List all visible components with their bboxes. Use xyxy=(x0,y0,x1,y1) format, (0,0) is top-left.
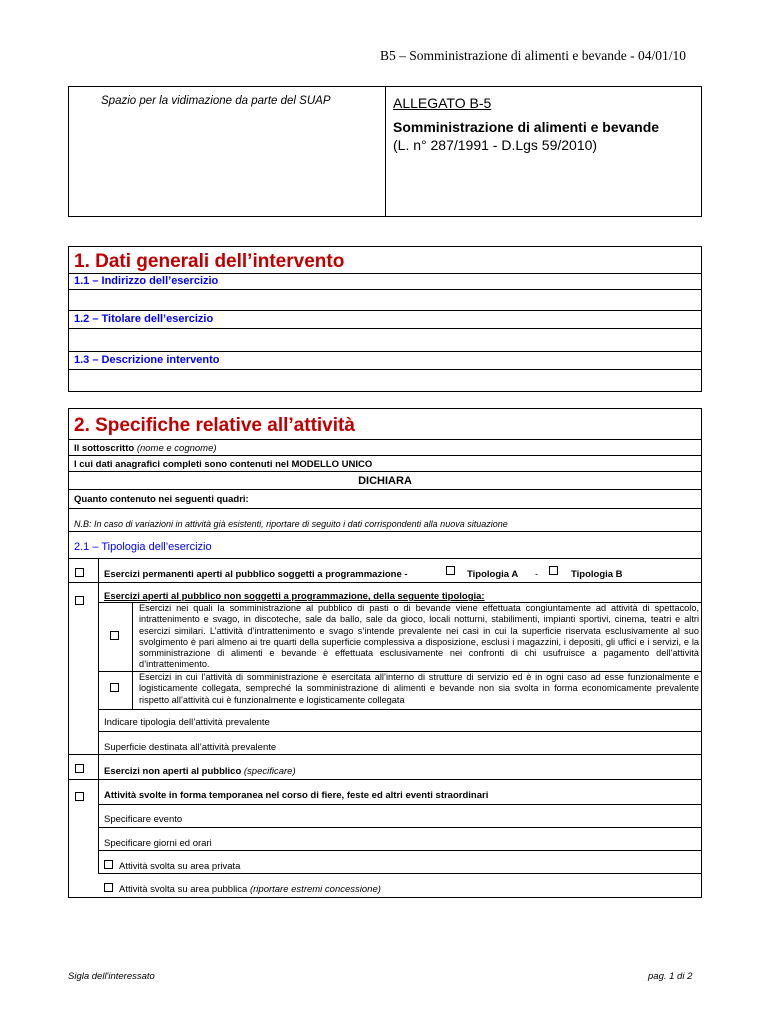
tipologia-separator: - xyxy=(535,569,539,580)
giorni-orari-field[interactable] xyxy=(219,828,701,849)
titolare-label: 1.2 – Titolare dell’esercizio xyxy=(74,313,214,325)
indirizzo-label: 1.1 – Indirizzo dell’esercizio xyxy=(74,275,219,287)
opt4-checkbox[interactable] xyxy=(75,792,84,801)
opt4-label: Attività svolte in forma temporanea nel corso di fiere, feste ed altri eventi straordinari xyxy=(104,790,489,801)
opt2b-description: Esercizi in cui l’attività di somministrazione è esercitata all’interno di strutture di servizio ed è in ogni caso ad esse funzionalmente e logisticamente collegata, sempreché la somministrazione di alimenti e bevande non sia svolta in forma economicamente prevalente rispetto all’attività cui è funzionalmente e logisticamente collegata xyxy=(139,672,699,705)
opt2-label: Esercizi aperti al pubblico non soggetti a programmazione, della seguente tipologia: xyxy=(104,591,485,602)
superficie-label: Superficie destinata all’attività prevalente xyxy=(104,742,277,753)
tipologia-a-checkbox[interactable] xyxy=(446,566,455,575)
prevalente-label: Indicare tipologia dell’attività prevalente xyxy=(104,717,270,728)
opt2a-description: Esercizi nei quali la somministrazione al pubblico di pasti o di bevande viene effettuata congiuntamente ad attività di spettacolo, intrattenimento e svago, in discoteche, sale da ballo, sale da gioco, locali notturni, stabilimenti, impianti sportivi, cinema, teatri e altri esercizi similari. L’attività d’intrattenimento e svago s’intende prevalente nei casi in cui la superficie riservata esclusivamente al suo svolgimento è pari almeno ai tre quarti della superficie complessiva a disposizione, esclusi i magazzini, i depositi, gli uffici e i servizi, e la somministrazione di alimenti e bevande è effettuata esclusivamente nei confronti di chi usufruisce a pagamento dell’attività d’intrattenimento. xyxy=(139,603,699,670)
tipologia-esercizio-label: 2.1 – Tipologia dell’esercizio xyxy=(74,541,212,553)
opt2a-checkbox[interactable] xyxy=(110,631,119,640)
sottoscritto-field[interactable] xyxy=(219,440,701,454)
law-reference: (L. n° 287/1991 - D.Lgs 59/2010) xyxy=(393,137,598,153)
form-title: Somministrazione di alimenti e bevande xyxy=(393,119,660,135)
opt2b-checkbox[interactable] xyxy=(110,683,119,692)
dati-anagrafici-label: I cui dati anagrafici completi sono contenuti nel MODELLO UNICO xyxy=(74,459,373,470)
page-number: pag. 1 di 2 xyxy=(648,971,693,982)
quanto-contenuto-label: Quanto contenuto nei seguenti quadri: xyxy=(74,494,249,505)
indirizzo-field[interactable] xyxy=(69,290,701,310)
document-code: B5 – Somministrazione di alimenti e bevande - 04/01/10 xyxy=(380,48,686,63)
header-box xyxy=(68,86,702,217)
descrizione-field[interactable] xyxy=(69,370,701,391)
opt1-checkbox[interactable] xyxy=(75,568,84,577)
section1-title: 1. Dati generali dell’intervento xyxy=(74,251,345,272)
allegato-label: ALLEGATO B-5 xyxy=(393,95,492,111)
sigla-interessato-label: Sigla dell'interessato xyxy=(68,971,155,982)
section2-title: 2. Specifiche relative all’attività xyxy=(74,415,355,436)
opt3-checkbox[interactable] xyxy=(75,764,84,773)
sottoscritto-label: Il sottoscritto (nome e cognome) xyxy=(74,443,217,454)
dichiara-heading: DICHIARA xyxy=(358,475,412,487)
opt2-checkbox[interactable] xyxy=(75,596,84,605)
giorni-orari-label: Specificare giorni ed orari xyxy=(104,838,212,849)
area-privata-checkbox[interactable] xyxy=(104,860,113,869)
header-box-divider xyxy=(385,87,386,216)
evento-label: Specificare evento xyxy=(104,814,183,825)
tipologia-a-label: Tipologia A xyxy=(467,569,519,580)
tipologia-b-checkbox[interactable] xyxy=(549,566,558,575)
tipologia-b-label: Tipologia B xyxy=(571,569,623,580)
area-pubblica-checkbox[interactable] xyxy=(104,883,113,892)
section-specifiche-attivita xyxy=(68,408,702,898)
opt1-label: Esercizi permanenti aperti al pubblico soggetti a programmazione - xyxy=(104,569,408,580)
prevalente-field[interactable] xyxy=(299,710,701,730)
opt3-label: Esercizi non aperti al pubblico (specificare) xyxy=(104,766,296,777)
evento-field[interactable] xyxy=(219,805,701,826)
suap-stamp-area-label: Spazio per la vidimazione da parte del SUAP xyxy=(101,95,331,107)
area-privata-label: Attività svolta su area privata xyxy=(119,861,241,872)
area-pubblica-label: Attività svolta su area pubblica (riportare estremi concessione) xyxy=(119,884,381,895)
titolare-field[interactable] xyxy=(69,329,701,351)
superficie-field[interactable] xyxy=(299,732,701,753)
descrizione-label: 1.3 – Descrizione intervento xyxy=(74,354,220,366)
nb-note: N.B: In caso di variazioni in attività già esistenti, riportare di seguito i dati corrispondenti alla nuova situazione xyxy=(74,519,508,529)
section-dati-generali xyxy=(68,246,702,392)
